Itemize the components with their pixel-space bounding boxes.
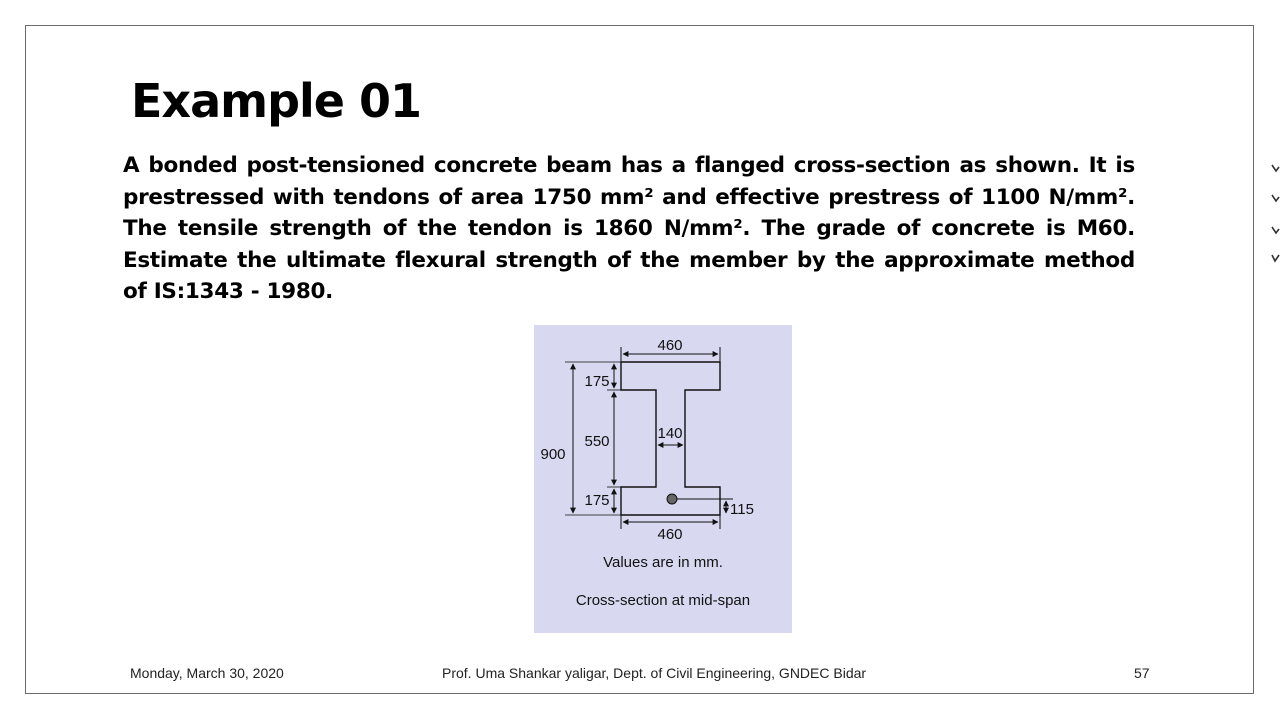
label-web-depth: 550: [584, 433, 610, 450]
adjacent-slide-edge: [1268, 155, 1280, 265]
problem-statement: A bonded post-tensioned concrete beam has a flanged cross-section as shown. It is prestressed with tendons of area 1750 mm² and effective prestress of 1100 N/mm². The tensile strength of the tendon is 1860 N/mm². The grade of concrete is M60. Estimate the ultimate flexural strength of the member by the approximate method of IS:1343 - 1980.: [123, 153, 1135, 304]
page-number: 57: [1134, 665, 1150, 681]
label-top-flange-depth: 175: [584, 373, 610, 390]
slide-title: Example 01: [131, 74, 421, 128]
label-total-depth: 900: [540, 446, 566, 463]
cross-section-figure: [534, 325, 792, 633]
units-note: Values are in mm.: [603, 554, 723, 571]
label-top-width: 460: [657, 337, 683, 354]
label-web-width: 140: [657, 425, 683, 442]
footer-credit: Prof. Uma Shankar yaligar, Dept. of Civil Engineering, GNDEC Bidar: [442, 665, 867, 681]
slide: [25, 25, 1254, 694]
label-bottom-width: 460: [657, 526, 683, 543]
footer-date: Monday, March 30, 2020: [130, 665, 284, 681]
figure-caption: Cross-section at mid-span: [575, 592, 751, 609]
tendon-icon: [667, 494, 677, 504]
label-bottom-flange-depth: 175: [584, 492, 610, 509]
i-beam-diagram: [534, 325, 792, 633]
label-tendon-offset: 115: [730, 501, 754, 518]
